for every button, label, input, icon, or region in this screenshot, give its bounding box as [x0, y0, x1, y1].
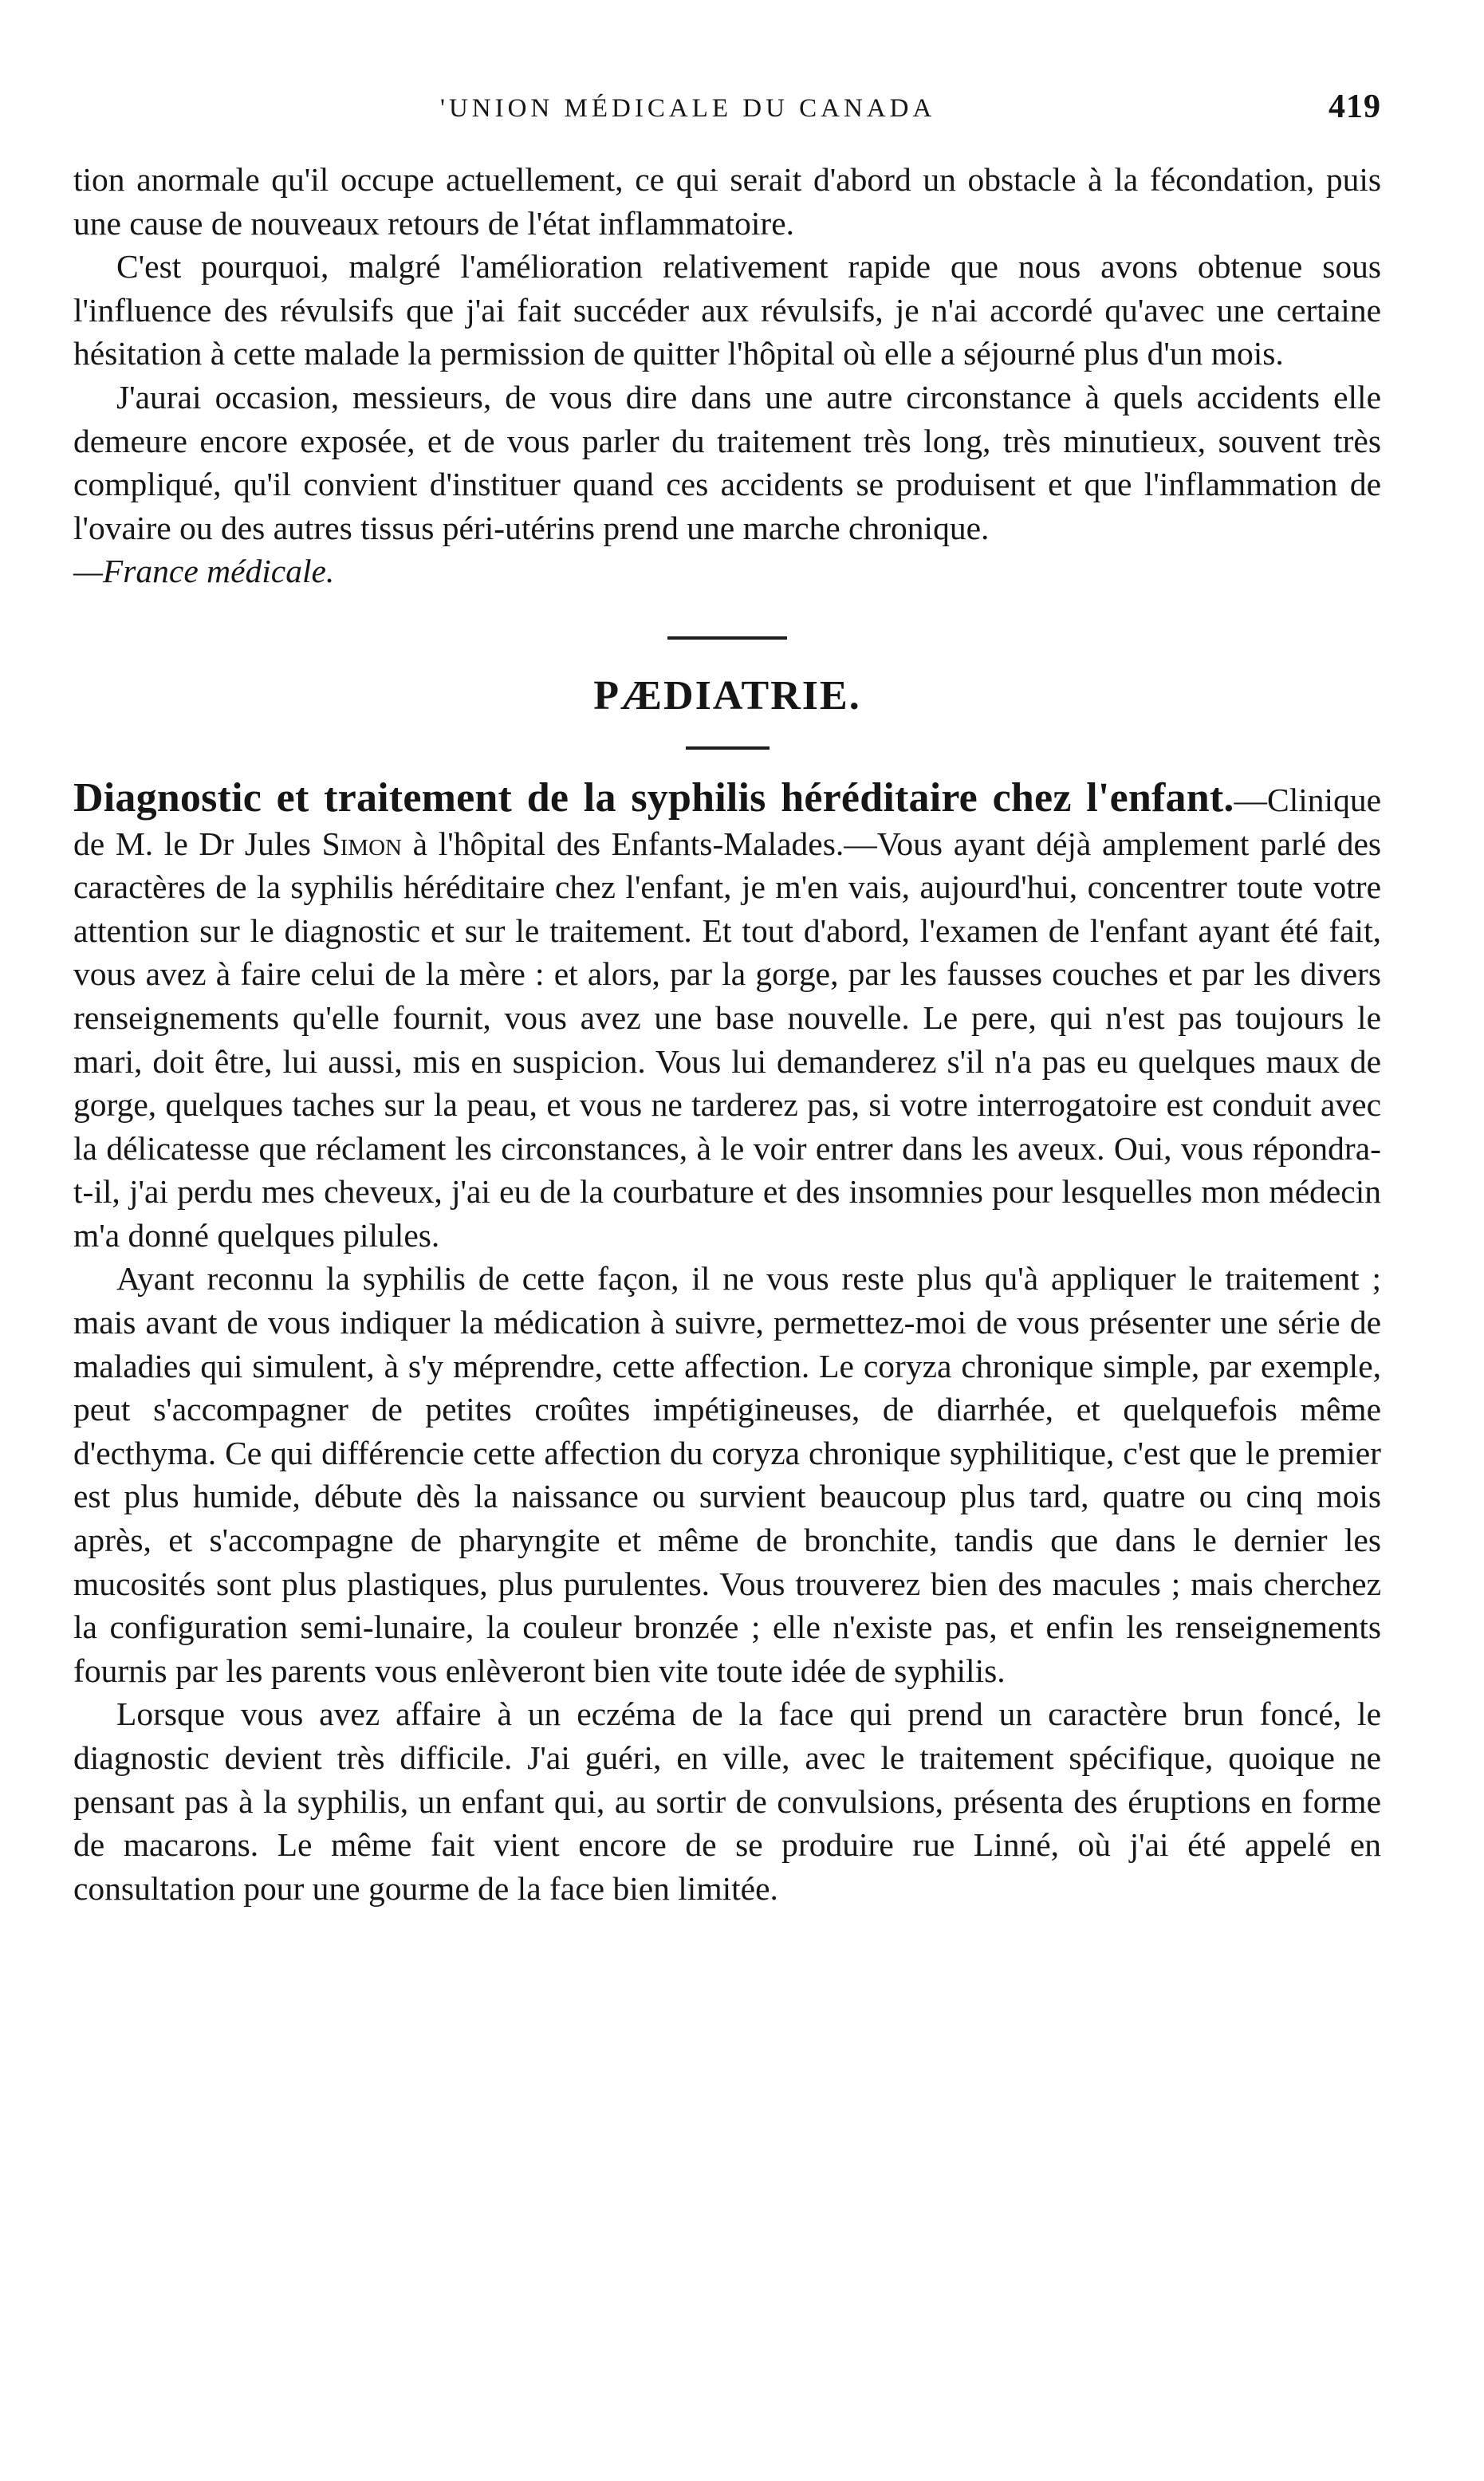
- article-title: Diagnostic et traitement de la syphilis héréditaire chez l'enfant.: [73, 774, 1234, 821]
- previous-article-text: [73, 158, 1381, 593]
- paragraph: C'est pourquoi, malgré l'amélioration relativement rapide que nous avons obtenue sous l'influence des révulsifs que j'ai fait succéder aux révulsifs, je n'ai accordé qu'avec une certaine hésitation à cette malade la permission de quitter l'hôpital où elle a séjourné plus d'un mois.: [73, 248, 1381, 372]
- article-byline-suffix: à l'hôpital des Enfants-Malades.: [401, 825, 844, 862]
- section-divider: [667, 636, 787, 640]
- journal-page: [73, 77, 1381, 1910]
- paragraph-continuation: tion anormale qu'il occupe actuellement, ce qui serait d'abord un obstacle à la fécondation, puis une cause de nouveaux retours de l'état inflammatoire.: [73, 161, 1381, 242]
- paragraph: Ayant reconnu la syphilis de cette façon, il ne vous reste plus qu'à appliquer le traitement ; mais avant de vous indiquer la médication à suivre, permettez-moi de vous présenter une série de maladies qui simulent, à s'y méprendre, cette affection. Le coryza chronique simple, par exemple, peut s'accompagner de petites croûtes impétigineuses, de diarrhée, et quelquefois même d'ecthyma. Ce qui différencie cette affection du coryza chronique syphilitique, c'est que le premier est plus humide, débute dès la naissance ou survient beaucoup plus tard, quatre ou cinq mois après, et s'accompagne de pharyngite et même de bronchite, tandis que dans le dernier les mucosités sont plus plastiques, plus purulentes. Vous trouverez bien des macules ; mais cherchez la configuration semi-lunaire, la couleur bronzée ; elle n'existe pas, et enfin les renseignements fournis par les parents vous enlèveront bien vite toute idée de syphilis.: [73, 1260, 1381, 1689]
- paragraph: Lorsque vous avez affaire à un eczéma de la face qui prend un caractère brun foncé, le diagnostic devient très difficile. J'ai guéri, en ville, avec le traitement spécifique, quoique ne pensant pas à la syphilis, un enfant qui, au sortir de convulsions, présenta des éruptions en forme de macarons. Le même fait vient encore de se produire rue Linné, où j'ai été appelé en consultation pour une gourme de la face bien limitée.: [73, 1695, 1381, 1907]
- article-byline-prefix: —Clinique de M. le Dr Jules: [73, 781, 1381, 862]
- article-first-paragraph-text: —Vous ayant déjà amplement parlé des caractères de la syphilis héréditaire chez l'enfant, je m'en vais, aujourd'hui, concentrer toute votre attention sur le diagnostic et sur le traitement. Et tout d'abord, l'examen de l'enfant ayant été fait, vous avez à faire celui de la mère : et alors, par la gorge, par les fausses couches et par les divers renseignements qu'elle fournit, vous avez une base nouvelle. Le pere, qui n'est pas toujours le mari, doit être, lui aussi, mis en suspicion. Vous lui demanderez s'il n'a pas eu quelques maux de gorge, quelques taches sur la peau, et vous ne tarderez pas, si votre interrogatoire est conduit avec la délicatesse que réclament les circonstances, à le voir entrer dans les aveux. Oui, vous répondra-t-il, j'ai perdu mes cheveux, j'ai eu de la courbature et des insomnies pour lesquelles mon médecin m'a donné quelques pilules.: [73, 825, 1382, 1254]
- source-credit: —France médicale.: [73, 553, 335, 590]
- section-heading: PÆDIATRIE.: [593, 672, 861, 719]
- page-number: 419: [1329, 89, 1381, 125]
- paragraph: J'aurai occasion, messieurs, de vous dire dans une autre circonstance à quels accidents elle demeure encore exposée, et de vous parler du traitement très long, très minutieux, souvent très compliqué, qu'il convient d'instituer quand ces accidents se produisent et que l'inflammation de l'ovaire ou des autres tissus péri-utérins prend une marche chronique.: [73, 378, 1381, 546]
- heading-divider: [686, 746, 770, 750]
- article: [73, 774, 1382, 1910]
- running-head: [73, 77, 1381, 124]
- article-author: Simon: [321, 825, 402, 862]
- journal-title: 'UNION MÉDICALE DU CANADA: [440, 94, 936, 123]
- article-first-paragraph: [73, 774, 1382, 1258]
